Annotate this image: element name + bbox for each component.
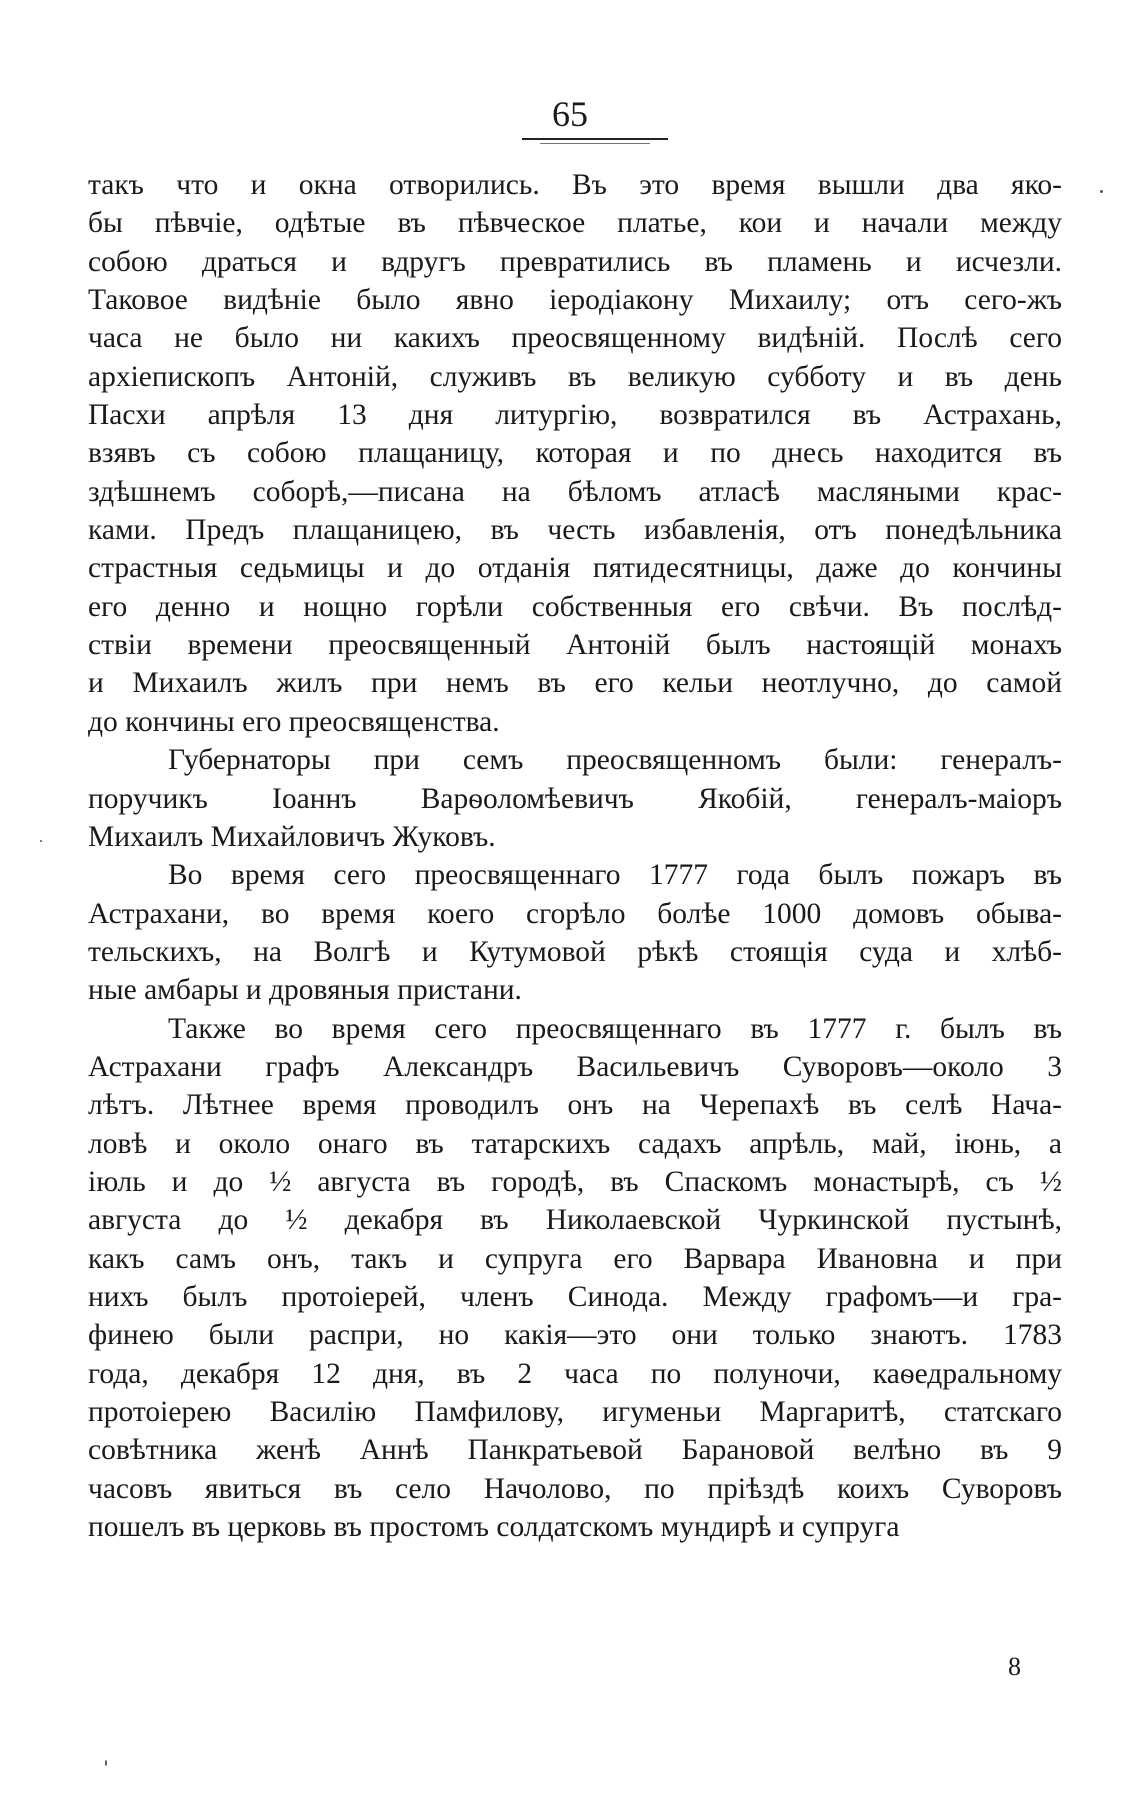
text-line: какъ самъ онъ, такъ и супруга его Варвара Ивановна и при: [88, 1242, 1062, 1275]
text-line: взявъ съ собою плащаницу, которая и по днесь находится въ: [88, 437, 1062, 470]
text-line: его денно и нощно горѣли собственныя его свѣчи. Въ послѣд-: [88, 590, 1062, 623]
signature-mark: 8: [1008, 1652, 1021, 1681]
text-line: лѣтъ. Лѣтнее время проводилъ онъ на Черепахѣ въ селѣ Нача-: [88, 1089, 1062, 1122]
text-line: архіепископъ Антоній, служивъ въ великую субботу и въ день: [88, 360, 1062, 393]
text-line: поручикъ Іоаннъ Варѳоломѣевичъ Якобій, генералъ-маіоръ: [88, 782, 1062, 815]
print-speck: [1100, 190, 1103, 193]
body-text: [88, 166, 1062, 1546]
text-line: часовъ явиться въ село Начолово, по пріѣздѣ коихъ Суворовъ: [88, 1472, 1062, 1505]
text-line: августа до ½ декабря въ Николаевской Чуркинской пустынѣ,: [88, 1204, 1062, 1237]
text-line: и Михаилъ жилъ при немъ въ его кельи неотлучно, до самой: [88, 667, 1062, 700]
text-line: іюль и до ½ августа въ городѣ, въ Спаскомъ монастырѣ, съ ½: [88, 1165, 1062, 1198]
text-line: пошелъ въ церковь въ простомъ солдатскомъ мундирѣ и супруга: [88, 1511, 900, 1544]
print-speck: [105, 1760, 107, 1766]
text-line: ками. Предъ плащаницею, въ честь избавленія, отъ понедѣльника: [88, 514, 1062, 547]
text-line: ствіи времени преосвященный Антоній былъ настоящій монахъ: [88, 629, 1062, 662]
text-line: финею были распри, но какія—это они только знаютъ. 1783: [88, 1319, 1062, 1352]
text-line: Астрахани графъ Александръ Васильевичъ Суворовъ—около 3: [88, 1050, 1062, 1083]
text-line: ловѣ и около онаго въ татарскихъ садахъ апрѣль, май, іюнь, а: [88, 1127, 1062, 1160]
text-line: до кончины его преосвященства.: [88, 705, 500, 738]
text-line: Также во время сего преосвященнаго въ 1777 г. былъ въ: [168, 1012, 1062, 1045]
text-line: собою драться и вдругъ превратились въ пламень и исчезли.: [88, 245, 1062, 278]
text-line: страстныя седьмицы и до отданія пятидесятницы, даже до кончины: [88, 552, 1062, 585]
text-line: Губернаторы при семъ преосвященномъ были: генералъ-: [168, 744, 1062, 777]
page-number-rule: [522, 138, 668, 140]
text-line: бы пѣвчіе, одѣтые въ пѣвческое платье, кои и начали между: [88, 207, 1062, 240]
text-line: здѣшнемъ соборѣ,—писана на бѣломъ атласѣ масляными крас-: [88, 475, 1062, 508]
text-line: тельскихъ, на Волгѣ и Кутумовой рѣкѣ стоящія суда и хлѣб-: [88, 935, 1062, 968]
page-number-rule-thin: [540, 143, 650, 144]
text-line: года, декабря 12 дня, въ 2 часа по полуночи, каѳедральному: [88, 1357, 1062, 1390]
text-line: нихъ былъ протоіерей, членъ Синода. Между графомъ—и гра-: [88, 1280, 1062, 1313]
page-number: 65: [552, 94, 588, 134]
text-line: ные амбары и дровяныя пристани.: [88, 974, 522, 1007]
text-line: совѣтника женѣ Аннѣ Панкратьевой Барановой велѣно въ 9: [88, 1434, 1062, 1467]
text-line: часа не было ни какихъ преосвященному видѣній. Послѣ сего: [88, 322, 1062, 355]
text-line: Пасхи апрѣля 13 дня литургію, возвратился въ Астрахань,: [88, 399, 1062, 432]
text-line: Во время сего преосвященнаго 1777 года былъ пожаръ въ: [168, 859, 1062, 892]
text-line: Астрахани, во время коего сгорѣло болѣе 1000 домовъ обыва-: [88, 897, 1062, 930]
text-line: протоіерею Василію Памфилову, игуменьи Маргаритѣ, статскаго: [88, 1396, 1062, 1428]
text-line: Михаилъ Михайловичъ Жуковъ.: [88, 820, 496, 853]
print-speck: [40, 840, 42, 842]
text-line: такъ что и окна отворились. Въ это время вышли два яко-: [88, 169, 1062, 201]
text-line: Таковое видѣніе было явно іеродіакону Михаилу; отъ сего-жъ: [88, 284, 1062, 317]
